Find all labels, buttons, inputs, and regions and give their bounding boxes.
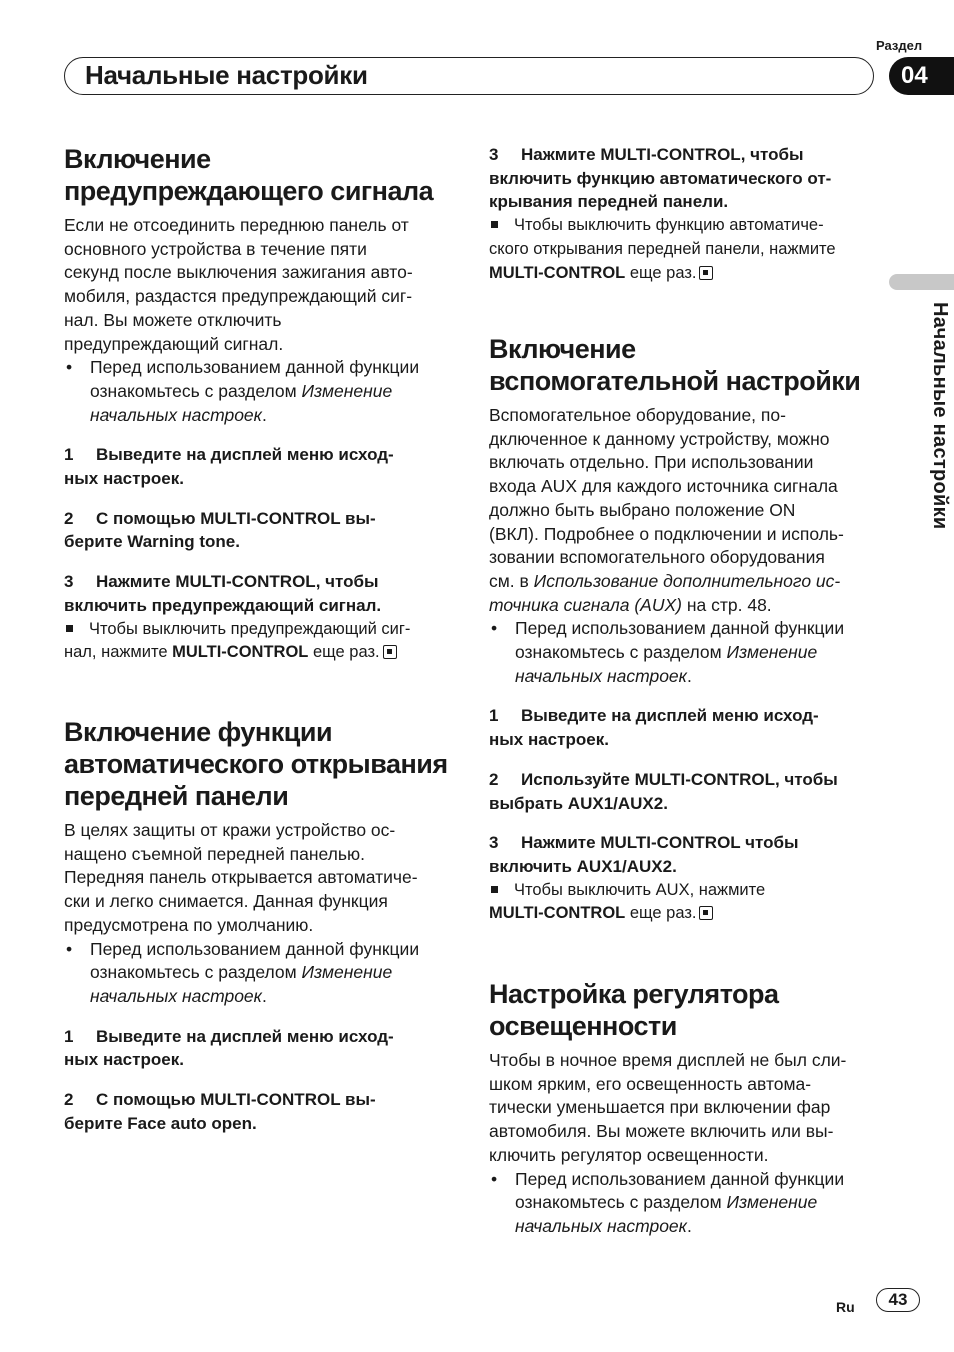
section-title: Включение функции автоматического открывания передней панели <box>64 717 448 811</box>
section-title: Настройка регулятора освещенности <box>489 979 779 1041</box>
step-1: 1 Выведите на дисплей меню исход- ных настроек. <box>64 1026 394 1070</box>
section-title: Включение предупреждающего сигнала <box>64 144 434 206</box>
section-body: Чтобы в ночное время дисплей не был сли- шком ярким, его освещенность автома- тически уменьшается при включении фар автомобиля. Вы можете включить или вы- ключить регулятор освещенности. <box>489 1050 847 1165</box>
note-square-icon <box>491 886 498 893</box>
note: Чтобы выключить функцию автоматиче- ского открывания передней панели, нажмите MULTI-CONTROL еще раз. <box>489 216 836 282</box>
section-face-auto-open <box>64 716 454 1135</box>
section-title: Включение вспомогательной настройки <box>489 334 861 396</box>
bullet-item: • Перед использованием данной функции ознакомьтесь с разделом Изменение начальных настроек. <box>66 357 420 425</box>
end-mark-icon <box>699 266 713 280</box>
step-2: 2 С помощью MULTI-CONTROL вы- берите Face auto open. <box>64 1090 376 1133</box>
chapter-header <box>64 57 874 95</box>
section-body: Если не отсоединить переднюю панель от основного устройства в течение пяти секунд после выключения зажигания авто- мобиля, раздастся предупреждающий сиг- нал. Вы можете отключить предупреждающий сигнал. <box>64 215 413 354</box>
side-tab-marker <box>889 274 954 290</box>
section-body: Вспомогательное оборудование, по- дключенное к данному устройству, можно включать отдельно. При использовании входа AUX для каждого источника сигнала должно быть выбрано положение ON (ВКЛ). Подробнее о подключении и исполь- зовании вспомогательного оборудования см. в Использование дополнительного ис- точника сигнала (AUX) на стр. 48. <box>489 405 844 615</box>
step-1: 1 Выведите на дисплей меню исход- ных настроек. <box>64 445 394 489</box>
step-2: 2 С помощью MULTI-CONTROL вы- берите Warning tone. <box>64 508 376 552</box>
bullet-item: • Перед использованием данной функции ознакомьтесь с разделом Изменение начальных настроек. <box>491 1168 845 1236</box>
section-face-auto-open-continued <box>489 143 879 285</box>
section-warning-tone <box>64 143 454 665</box>
section-aux-setting <box>489 333 879 926</box>
step-3: 3 Нажмите MULTI-CONTROL чтобы включить AUX1/AUX2. <box>489 833 799 876</box>
note-square-icon <box>491 221 498 228</box>
language-code: Ru <box>836 1299 855 1315</box>
chapter-number-badge: 04 <box>889 57 954 95</box>
step-3: 3 Нажмите MULTI-CONTROL, чтобы включить функцию автоматического от- крывания передней панели. <box>489 145 832 212</box>
step-1: 1 Выведите на дисплей меню исход- ных настроек. <box>489 706 819 750</box>
end-mark-icon <box>699 906 713 920</box>
section-label: Раздел <box>876 38 923 53</box>
bullet-item: • Перед использованием данной функции ознакомьтесь с разделом Изменение начальных настроек. <box>491 618 845 686</box>
note: Чтобы выключить предупреждающий сиг- нал, нажмите MULTI-CONTROL еще раз. <box>64 619 411 662</box>
section-dimmer <box>489 978 879 1239</box>
end-mark-icon <box>383 645 397 659</box>
section-body: В целях защиты от кражи устройство ос- нащено съемной передней панелью. Передняя панель открывается автоматиче- ски и легко снимается. Данная функция предусмотрена по умолчанию. <box>64 820 418 935</box>
step-2: 2 Используйте MULTI-CONTROL, чтобы выбрать AUX1/AUX2. <box>489 769 838 813</box>
step-3: 3 Нажмите MULTI-CONTROL, чтобы включить предупреждающий сигнал. <box>64 572 382 615</box>
note: Чтобы выключить AUX, нажмите MULTI-CONTROL еще раз. <box>489 880 766 923</box>
note-square-icon <box>66 625 73 632</box>
chapter-title: Начальные настройки <box>85 60 368 90</box>
page-number: 43 <box>876 1288 920 1312</box>
side-label: Начальные настройки <box>929 302 951 530</box>
bullet-item: • Перед использованием данной функции ознакомьтесь с разделом Изменение начальных настроек. <box>66 938 420 1006</box>
